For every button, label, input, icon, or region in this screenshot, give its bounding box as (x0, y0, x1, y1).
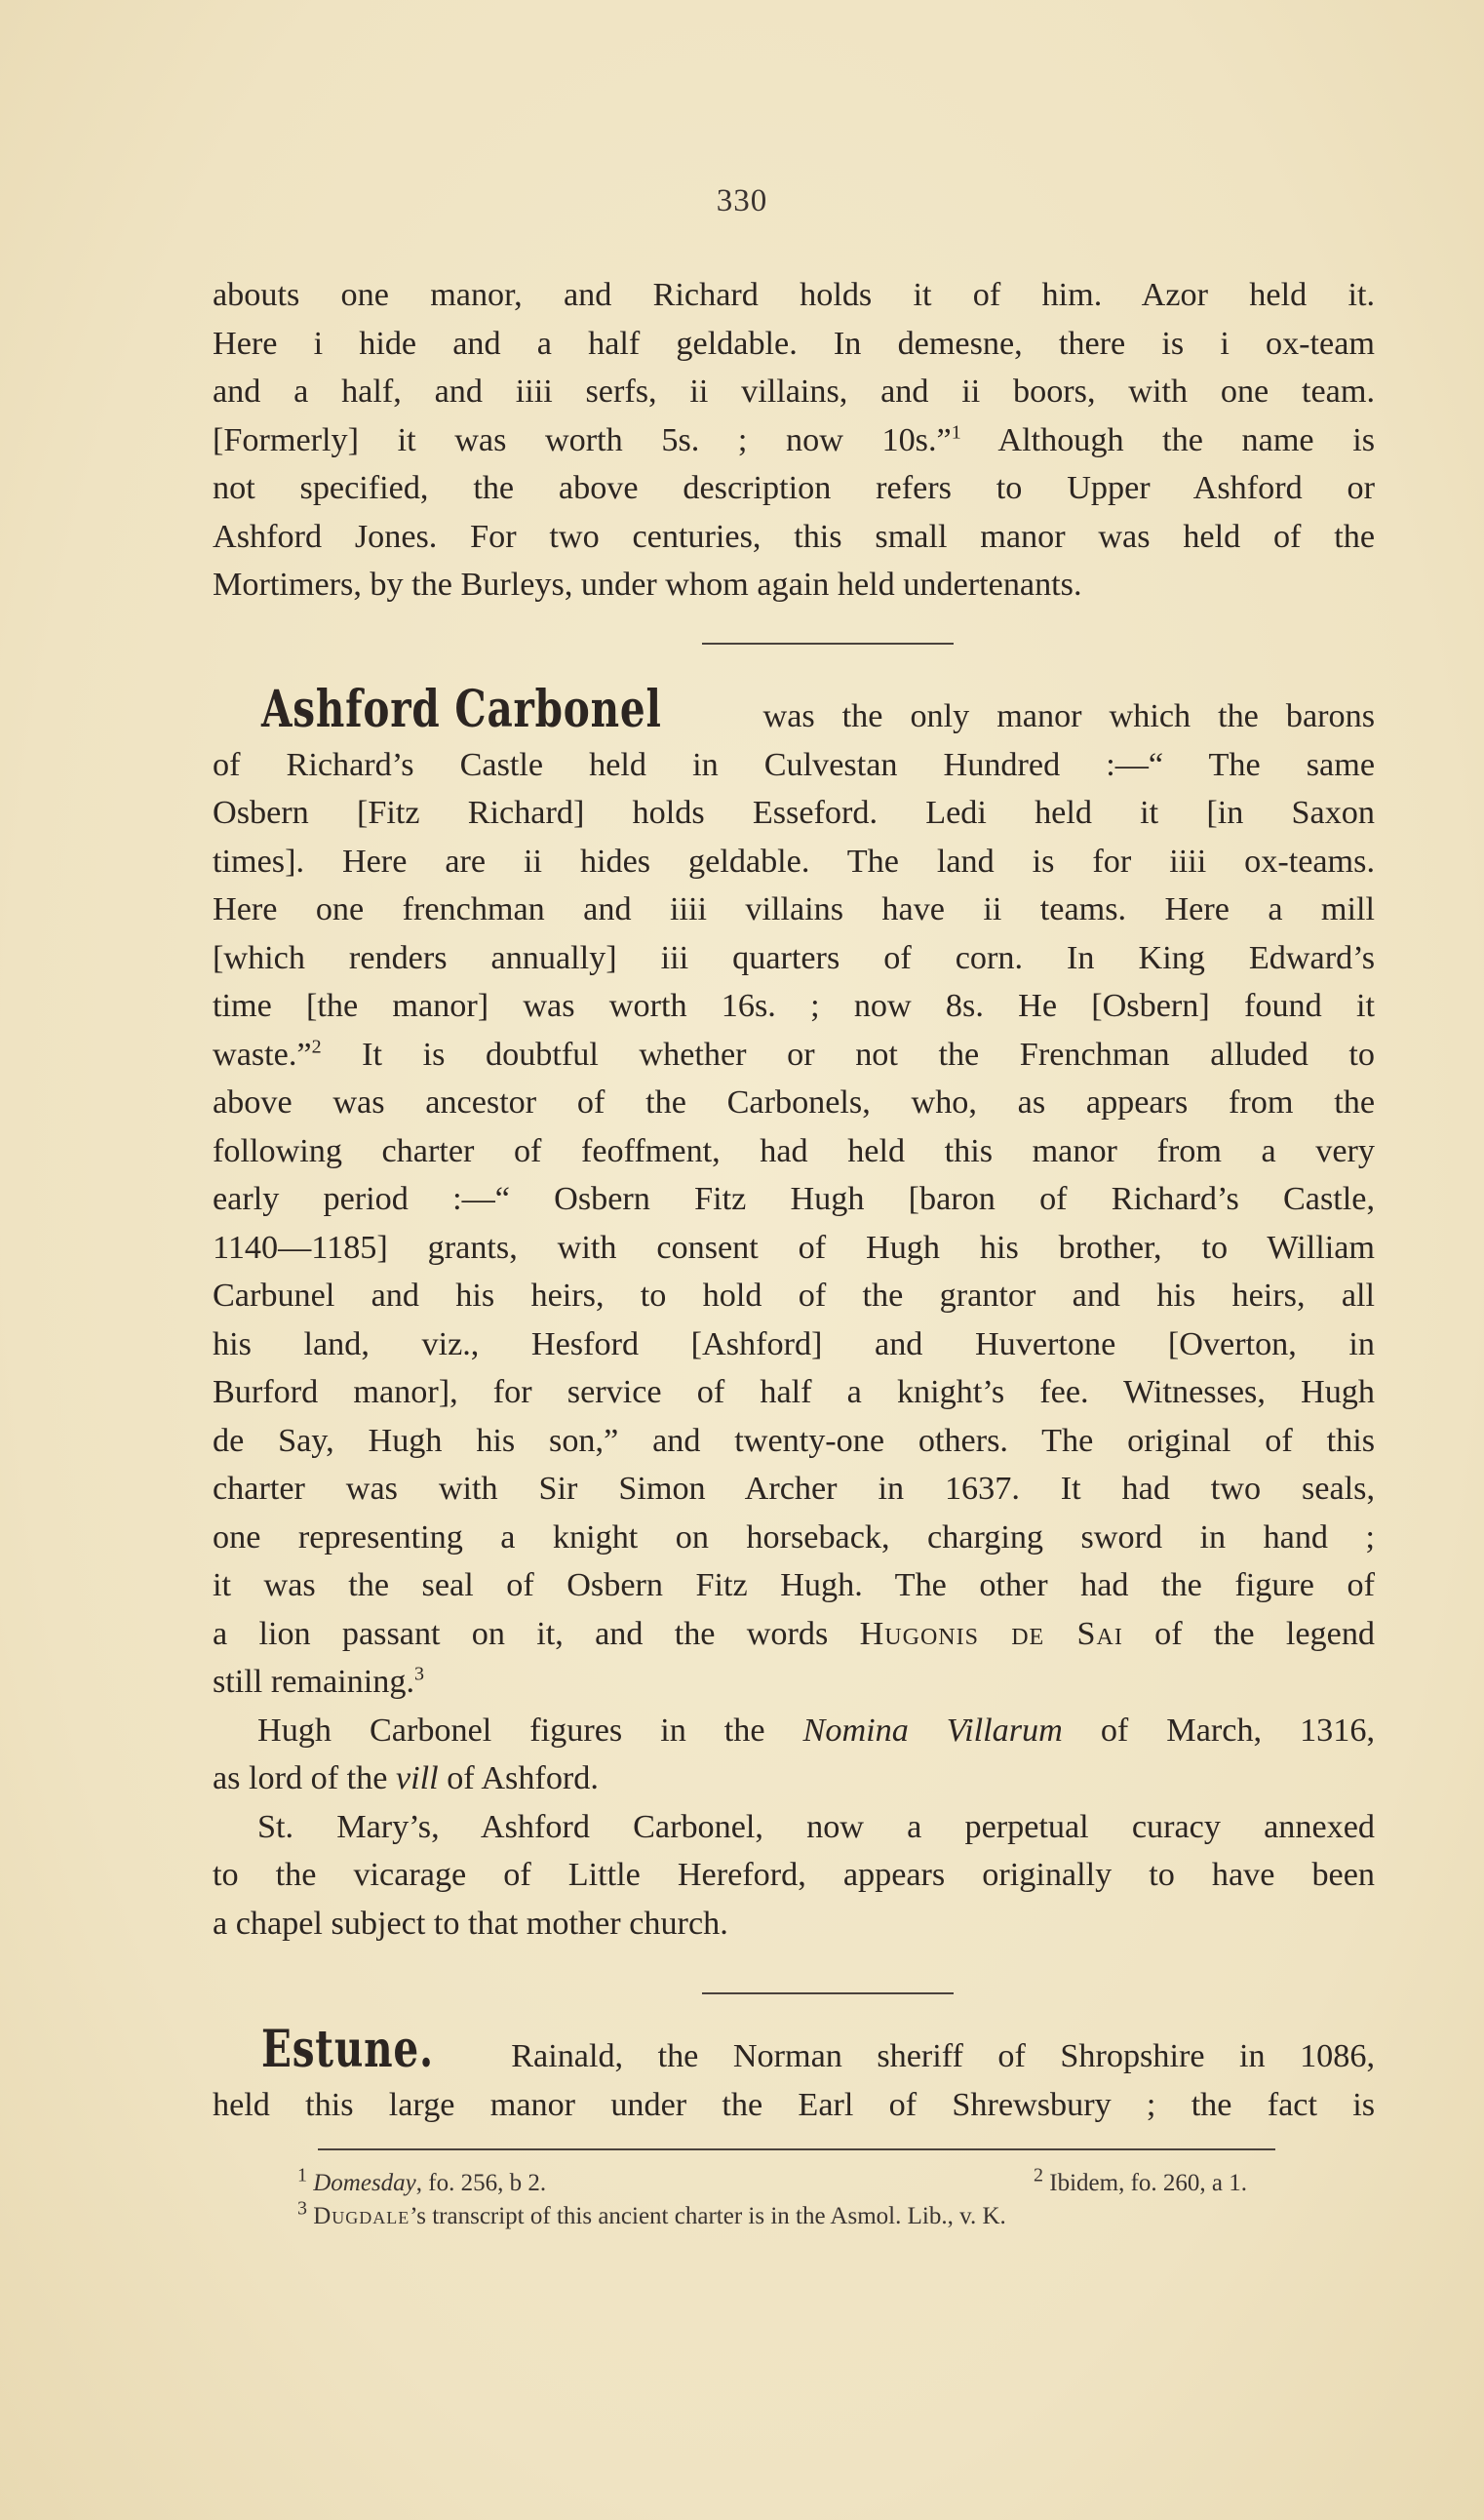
text-line: held this large manor under the Earl of Shrewsbury ; the fact is (213, 2086, 1375, 2123)
text-line: St. Mary’s, Ashford Carbonel, now a perpetual curacy annexed (257, 1808, 1375, 1845)
section-divider (702, 1992, 954, 1994)
legend-text: Hugonis de Sai (859, 1615, 1123, 1652)
text-line: still remaining.$^3$ (213, 1663, 424, 1700)
footnote-divider (318, 2148, 1275, 2150)
text-line: his land, viz., Hesford [Ashford] and Huvertone [Overton, in (213, 1325, 1375, 1362)
text-line: early period :—“ Osbern Fitz Hugh [baron of Richard’s Castle, (213, 1181, 1375, 1217)
paragraph-estune (213, 2020, 1375, 2129)
text-line: not specified, the above description refers to Upper Ashford or (213, 470, 1375, 506)
text-line: Ashford Jones. For two centuries, this small manor was held of the (213, 518, 1375, 555)
text-line: Carbunel and his heirs, to hold of the grantor and his heirs, all (213, 1278, 1375, 1314)
section-heading-ashford-carbonel: Ashford Carbonel (261, 680, 662, 739)
text-line: a chapel subject to that mother church. (213, 1905, 728, 1942)
footnote-ref: 3 (414, 1663, 424, 1685)
text-line: abouts one manor, and Richard holds it of him. Azor held it. (213, 277, 1375, 313)
section-heading-estune: Estune. (261, 2020, 434, 2079)
text-line: as lord of the vill of Ashford. (213, 1760, 599, 1796)
text-line: above was ancestor of the Carbonels, who, as appears from the (213, 1084, 1375, 1121)
text-line: [which renders annually] iii quarters of corn. In King Edward’s (213, 939, 1375, 976)
italic-title: Nomina Villarum (802, 1712, 1063, 1749)
footnote-3: $^3$ Dugdale’s transcript of this ancient charter is in the Asmol. Lib., v. K. (297, 2197, 1006, 2229)
paragraph-ashford-carbonel (213, 680, 1376, 1948)
text-line: charter was with Sir Simon Archer in 1637. It had two seals, (213, 1471, 1375, 1507)
page-number: 330 (716, 183, 768, 218)
footnote-ref: 1 (951, 421, 961, 444)
footnote-1: $^1$ Domesday, fo. 256, b 2. (297, 2164, 547, 2196)
text-line: Estune. Rainald, the Norman sheriff of Shropshire in 1086, (261, 2020, 1375, 2079)
text-line: a lion passant on it, and the words Hugonis de Sai of the legend (213, 1615, 1376, 1652)
text-line: of Richard’s Castle held in Culvestan Hundred :—“ The same (213, 746, 1375, 783)
text-line: following charter of feoffment, had held this manor from a very (213, 1132, 1375, 1169)
text-line: Ashford Carbonel was the only manor which the barons (261, 680, 1376, 739)
section-divider (702, 643, 954, 645)
paragraph-upper-ashford (213, 271, 1375, 610)
text-line: to the vicarage of Little Hereford, appears originally to have been (213, 1857, 1375, 1893)
text-line: [Formerly] it was worth 5s. ; now 10s.”$^1$ Although the name is (213, 421, 1375, 458)
text-line: Mortimers, by the Burleys, under whom again held undertenants. (213, 567, 1082, 603)
text-line: it was the seal of Osbern Fitz Hugh. The other had the figure of (213, 1567, 1375, 1603)
footnote-2: $^2$ Ibidem, fo. 260, a 1. (1034, 2164, 1247, 2196)
footnote-row (297, 2164, 1311, 2200)
italic-term: vill (395, 1760, 439, 1796)
text-line: de Say, Hugh his son,” and twenty-one others. The original of this (213, 1422, 1375, 1459)
footnote-row (297, 2197, 1311, 2233)
text-line: Here one frenchman and iiii villains have ii teams. Here a mill (213, 891, 1375, 927)
text-line: Here i hide and a half geldable. In demesne, there is i ox-team (213, 325, 1375, 362)
text-line: waste.”$^2$ It is doubtful whether or not the Frenchman alluded to (213, 1036, 1375, 1073)
text-line: one representing a knight on horseback, charging sword in hand ; (213, 1518, 1375, 1555)
footnotes (297, 2164, 1311, 2233)
text-line: time [the manor] was worth 16s. ; now 8s. He [Osbern] found it (213, 988, 1375, 1024)
text-line: and a half, and iiii serfs, ii villains, and ii boors, with one team. (213, 374, 1375, 410)
text-line: 1140—1185] grants, with consent of Hugh his brother, to William (213, 1229, 1375, 1266)
text-line: Osbern [Fitz Richard] holds Esseford. Ledi held it [in Saxon (213, 795, 1375, 831)
text-line: Hugh Carbonel figures in the Nomina Villarum of March, 1316, (257, 1712, 1375, 1749)
text-line: Burford manor], for service of half a knight’s fee. Witnesses, Hugh (213, 1374, 1375, 1410)
footnote-ref: 2 (311, 1036, 322, 1058)
text-line: times]. Here are ii hides geldable. The land is for iiii ox-teams. (213, 843, 1375, 880)
